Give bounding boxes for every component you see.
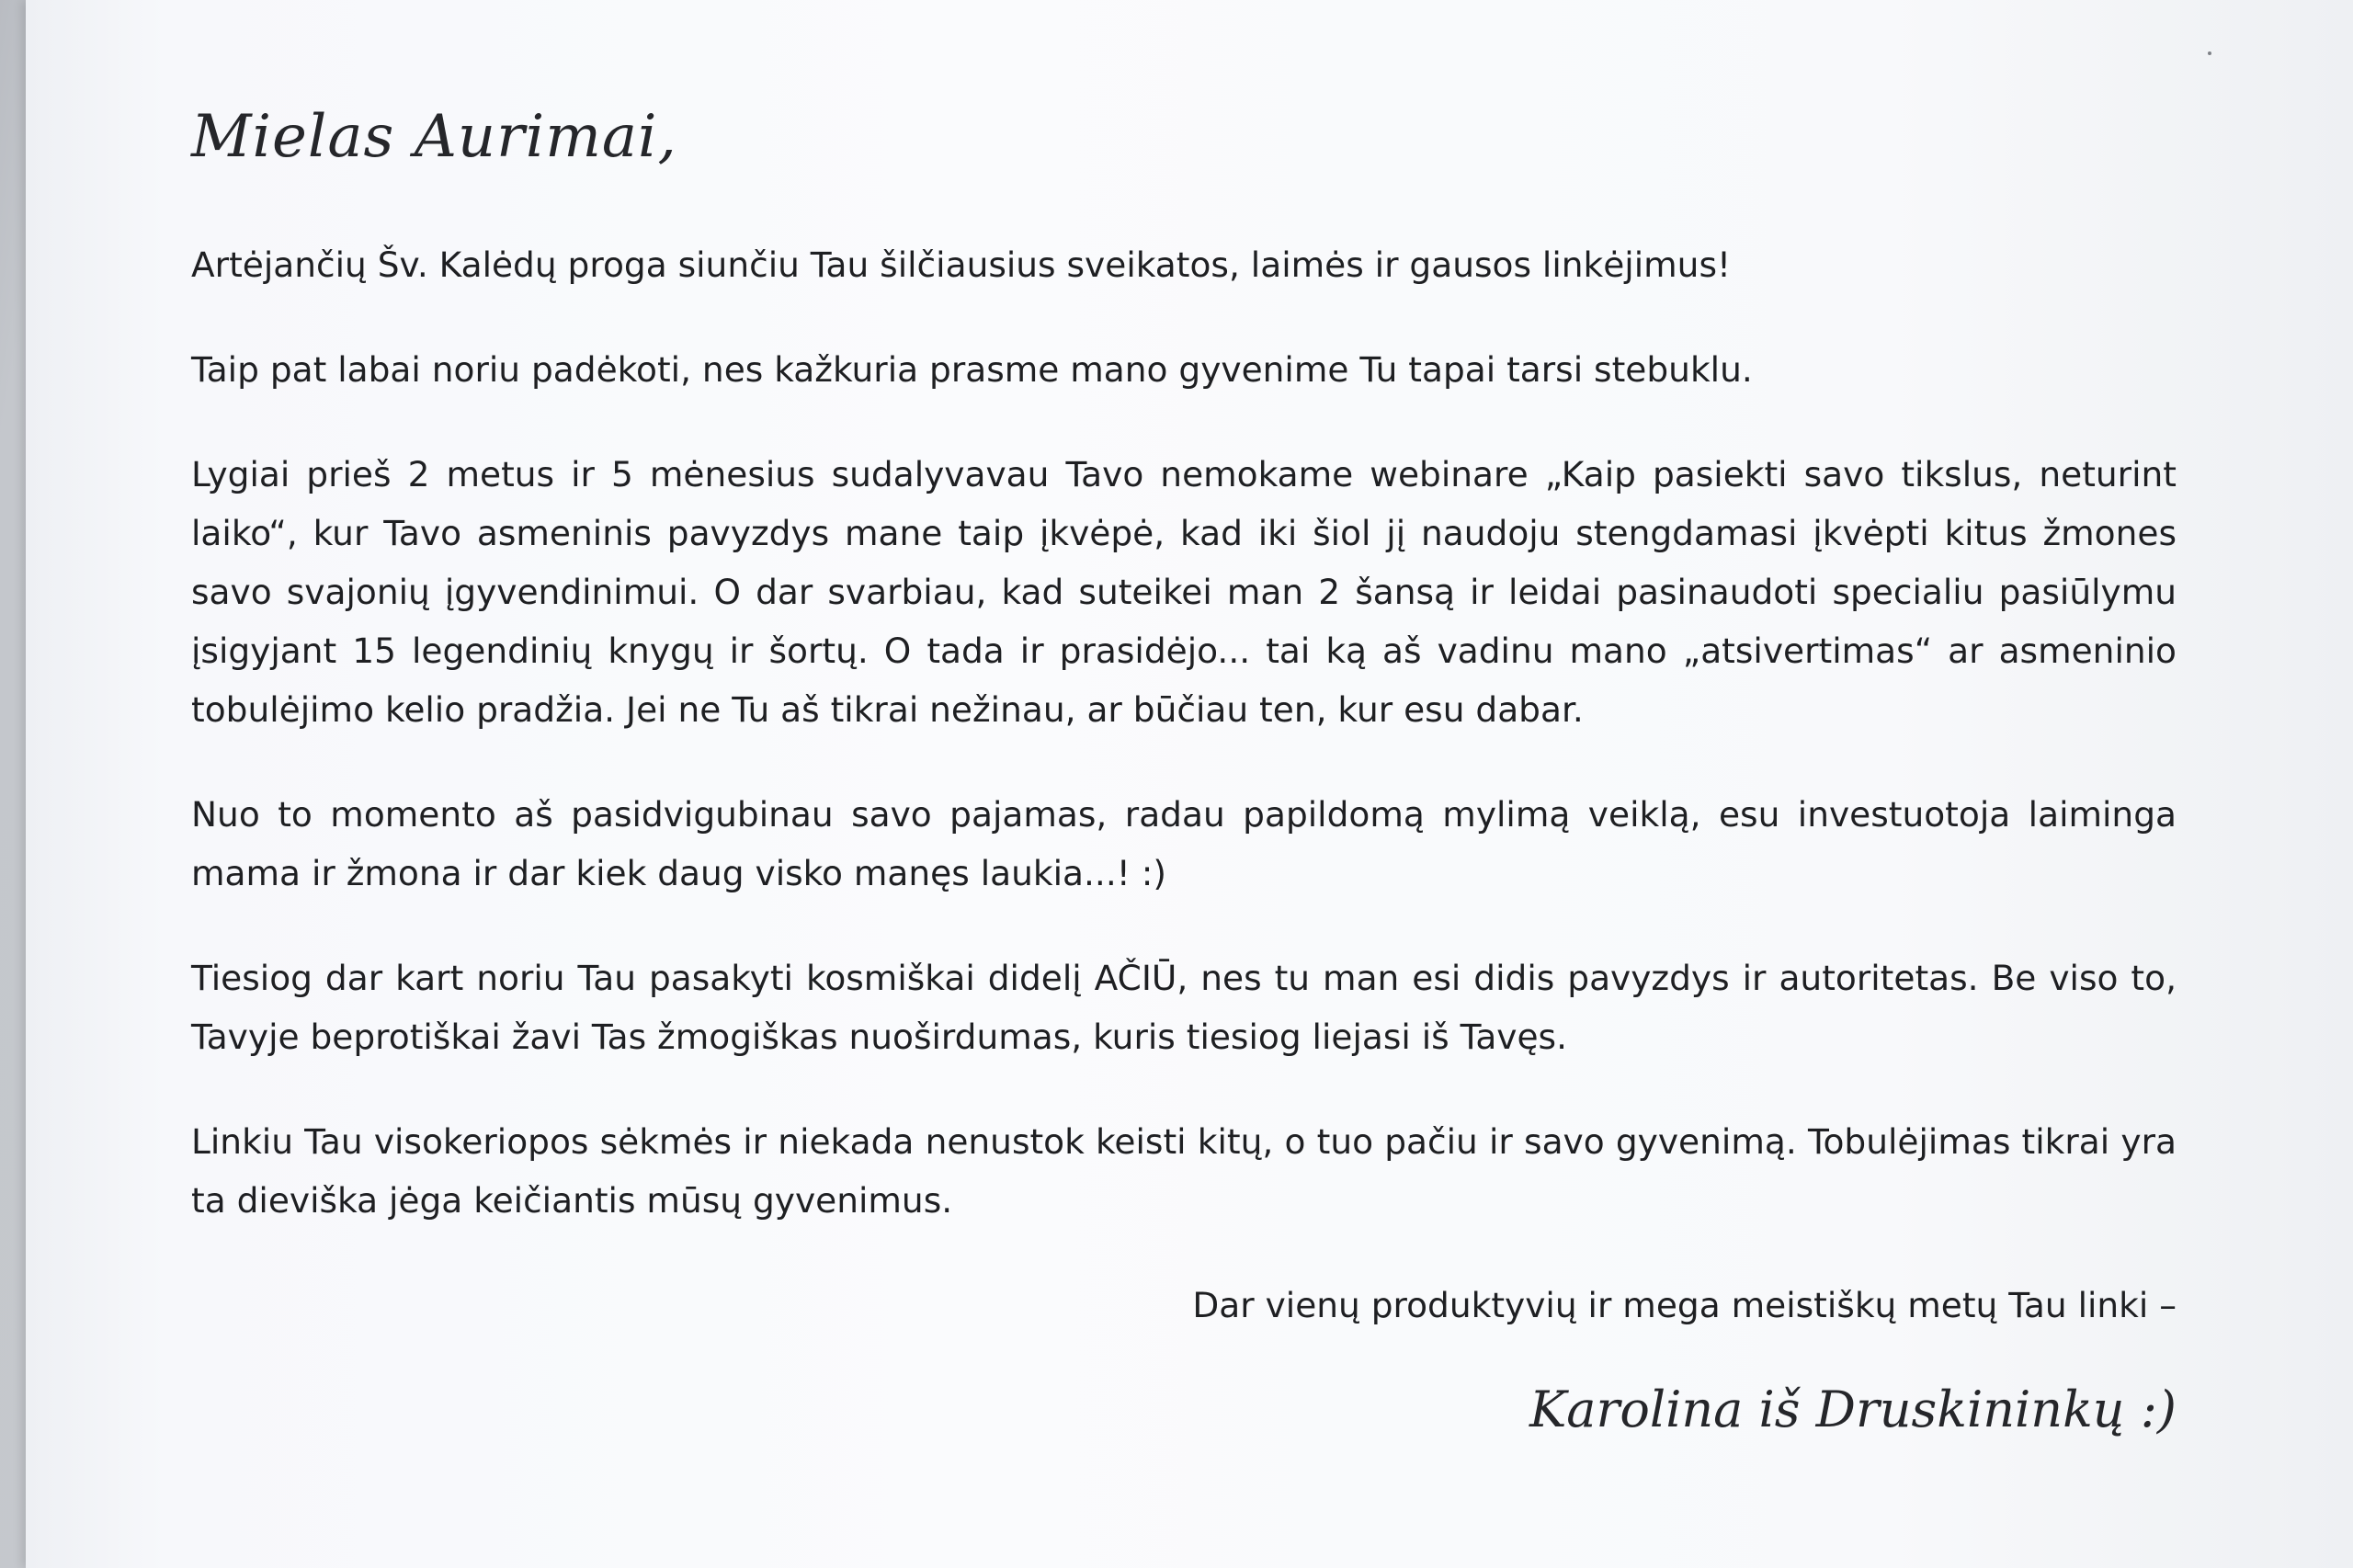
letter-greeting: Mielas Aurimai, <box>191 103 677 171</box>
letter-body <box>191 103 2177 1438</box>
letter-paper <box>26 0 2353 1568</box>
letter-paragraph: Tiesiog dar kart noriu Tau pasakyti kosmiškai didelį AČIŪ, nes tu man esi didis pavyzdys ir autoritetas. Be viso to, Tavyje beprotiškai žavi Tas žmogiškas nuoširdumas, kuris tiesiog liejasi iš Tavęs. <box>191 958 2177 1057</box>
letter-signature: Karolina iš Druskininkų :) <box>1529 1381 2177 1438</box>
letter-paragraph: Nuo to momento aš pasidvigubinau savo pajamas, radau papildomą mylimą veiklą, esu investuotoja laiminga mama ir žmona ir dar kiek daug visko manęs laukia...! :) <box>191 794 2177 893</box>
letter-paragraph: Artėjančių Šv. Kalėdų proga siunčiu Tau šilčiausius sveikatos, laimės ir gausos linkėjimus! <box>191 244 1732 285</box>
letter-paragraph: Linkiu Tau visokeriopos sėkmės ir niekada nenustok keisti kitų, o tuo pačiu ir savo gyvenimą. Tobulėjimas tikrai yra ta dieviška jėga keičiantis mūsų gyvenimus. <box>191 1121 2177 1221</box>
letter-paragraph: Lygiai prieš 2 metus ir 5 mėnesius sudalyvavau Tavo nemokame webinare „Kaip pasiekti savo tikslus, neturint laiko“, kur Tavo asmeninis pavyzdys mane taip įkvėpė, kad iki šiol jį naudoju stengdamasi įkvėpti kitus žmones savo svajonių įgyvendinimui. O dar svarbiau, kad suteikei man 2 šansą ir leidai pasinaudoti specialiu pasiūlymu įsigyjant 15 legendinių knygų ir šortų. O tada ir prasidėjo... tai ką aš vadinu mano „atsivertimas“ ar asmeninio tobulėjimo kelio pradžia. Jei ne Tu aš tikrai nežinau, ar būčiau ten, kur esu dabar. <box>191 454 2177 730</box>
letter-closing: Dar vienų produktyvių ir mega meistiškų metų Tau linki – <box>1192 1285 2177 1325</box>
letter-paragraph: Taip pat labai noriu padėkoti, nes kažkuria prasme mano gyvenime Tu tapai tarsi stebuklu. <box>191 349 1753 390</box>
